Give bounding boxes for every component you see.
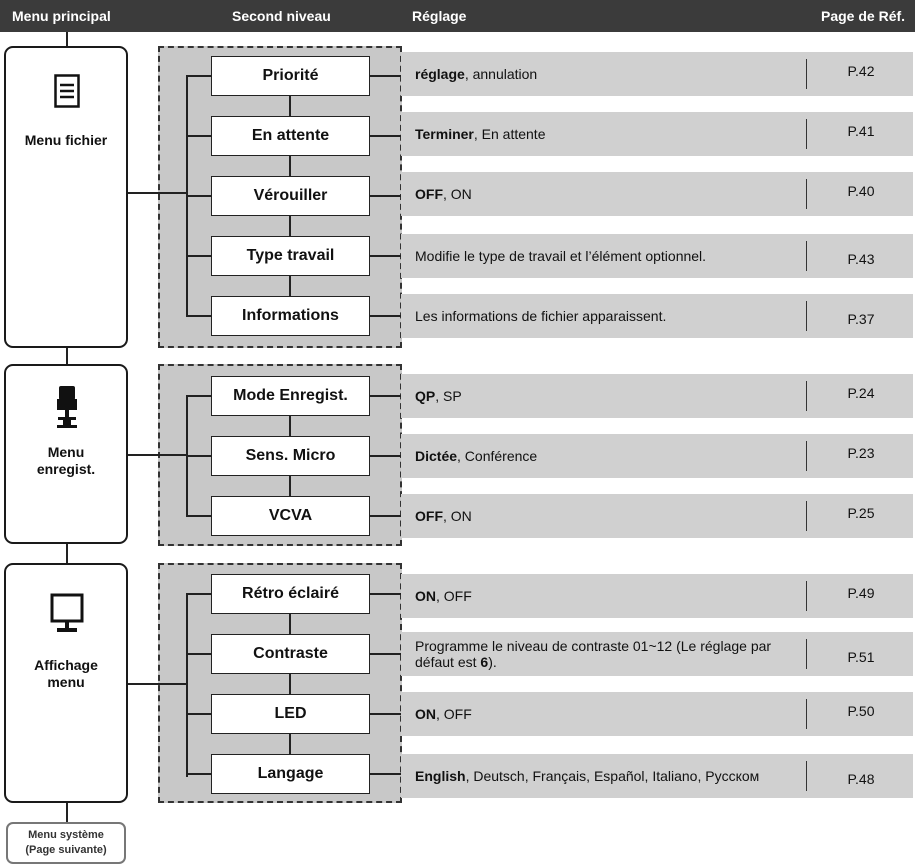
system-menu-box: [6, 822, 126, 864]
setting-text: [415, 754, 795, 798]
setting-row: [401, 494, 913, 538]
connector: [128, 192, 158, 194]
setting-row: [401, 172, 913, 216]
setting-row: [401, 52, 913, 96]
submenu-item: LED: [211, 694, 370, 734]
connector: [370, 395, 401, 397]
connector: [289, 156, 291, 176]
system-menu-sublabel: (Page suivante): [25, 844, 107, 856]
connector: [158, 683, 188, 685]
connector: [289, 674, 291, 694]
connector: [186, 593, 211, 595]
connector: [186, 515, 211, 517]
submenu-item: Contraste: [211, 634, 370, 674]
connector: [370, 75, 401, 77]
system-menu-label: Menu système: [28, 829, 104, 841]
connector: [186, 653, 211, 655]
column-separator: [806, 59, 807, 89]
setting-options: , ON: [443, 508, 472, 524]
connector: [186, 773, 211, 775]
setting-row: [401, 692, 913, 736]
connector: [370, 593, 401, 595]
connector: [186, 713, 211, 715]
main-menu-label: Affichage: [34, 657, 98, 673]
column-separator: [806, 179, 807, 209]
connector: [370, 773, 401, 775]
page-reference: P.48: [847, 771, 875, 787]
connector: [158, 192, 188, 194]
spine-connector: [66, 32, 68, 46]
column-separator: [806, 501, 807, 531]
submenu-item: Informations: [211, 296, 370, 336]
column-separator: [806, 441, 807, 471]
setting-default: Dictée: [415, 448, 458, 464]
connector: [370, 455, 401, 457]
connector: [370, 315, 401, 317]
page-reference: P.49: [847, 585, 875, 601]
connector: [186, 75, 211, 77]
setting-text: [415, 52, 795, 96]
header-main-menu: Menu principal: [12, 8, 111, 24]
setting-text: [415, 574, 795, 618]
connector: [158, 454, 188, 456]
page-reference: P.50: [847, 703, 875, 719]
setting-options: , ON: [443, 186, 472, 202]
setting-row: [401, 632, 913, 676]
bracket-line: [186, 594, 188, 777]
monitor-icon: [50, 593, 84, 635]
microphone-icon: [54, 384, 80, 432]
connector: [128, 683, 158, 685]
file-document-icon: [54, 74, 80, 108]
submenu-item: Langage: [211, 754, 370, 794]
page-reference: P.51: [847, 649, 875, 665]
table-header: [0, 0, 915, 32]
page-reference: P.25: [847, 505, 875, 521]
setting-options: Les informations de fichier apparaissent.: [415, 308, 667, 324]
spine-connector: [66, 544, 68, 563]
page-reference: P.41: [847, 123, 875, 139]
setting-text: [415, 632, 795, 676]
column-separator: [806, 639, 807, 669]
column-separator: [806, 301, 807, 331]
setting-options: Programme le niveau de contraste 01~12 (Le réglage par défaut est: [415, 638, 772, 670]
submenu-item: Vérouiller: [211, 176, 370, 216]
setting-default: QP: [415, 388, 436, 404]
setting-default: OFF: [415, 508, 443, 524]
connector: [186, 315, 211, 317]
connector: [370, 195, 401, 197]
connector: [370, 653, 401, 655]
main-menu-display: [4, 563, 128, 803]
spine-connector: [66, 346, 68, 364]
setting-text: [415, 234, 795, 278]
connector: [186, 455, 211, 457]
connector: [186, 255, 211, 257]
header-second-level: Second niveau: [232, 8, 331, 24]
setting-options: , Conférence: [457, 448, 538, 464]
header-setting: Réglage: [412, 8, 467, 24]
page-reference: P.40: [847, 183, 875, 199]
connector: [186, 195, 211, 197]
setting-text: [415, 692, 795, 736]
setting-options: , OFF: [436, 706, 472, 722]
connector: [289, 96, 291, 116]
main-menu-label: Menu: [47, 444, 85, 460]
setting-default: ON: [415, 588, 436, 604]
page-reference: P.42: [847, 63, 875, 79]
main-menu-label: menu: [47, 674, 85, 690]
setting-row: [401, 294, 913, 338]
connector: [186, 135, 211, 137]
setting-options: , SP: [435, 388, 462, 404]
setting-row: [401, 754, 913, 798]
setting-text: [415, 374, 795, 418]
column-separator: [806, 761, 807, 791]
main-menu-file: [4, 46, 128, 348]
column-separator: [806, 381, 807, 411]
submenu-item: Sens. Micro: [211, 436, 370, 476]
setting-row: [401, 574, 913, 618]
setting-default: réglage: [415, 66, 465, 82]
setting-row: [401, 434, 913, 478]
spine-connector: [66, 801, 68, 823]
connector: [289, 416, 291, 436]
setting-default: OFF: [415, 186, 443, 202]
connector: [289, 276, 291, 296]
connector: [370, 135, 401, 137]
setting-options: Modifie le type de travail et l’élément optionnel.: [415, 248, 707, 264]
column-separator: [806, 119, 807, 149]
column-separator: [806, 581, 807, 611]
page-reference: P.37: [847, 311, 875, 327]
column-separator: [806, 241, 807, 271]
page-reference: P.43: [847, 251, 875, 267]
setting-options: , annulation: [464, 66, 538, 82]
page-reference: P.24: [847, 385, 875, 401]
submenu-item: Rétro éclairé: [211, 574, 370, 614]
submenu-item: Type travail: [211, 236, 370, 276]
setting-options: ).: [488, 654, 497, 670]
column-separator: [806, 699, 807, 729]
setting-options: , Deutsch, Français, Español, Italiano, Pycском: [465, 768, 760, 784]
setting-text: [415, 112, 795, 156]
connector: [289, 216, 291, 236]
connector: [289, 476, 291, 496]
setting-row: [401, 374, 913, 418]
setting-default: English: [415, 768, 466, 784]
setting-text: [415, 294, 795, 338]
main-menu-label: enregist.: [36, 461, 96, 477]
setting-text: [415, 172, 795, 216]
setting-default: 6: [480, 654, 489, 670]
main-menu-label: Menu fichier: [24, 132, 108, 148]
setting-row: [401, 112, 913, 156]
submenu-item: Mode Enregist.: [211, 376, 370, 416]
header-page-ref: Page de Réf.: [821, 8, 906, 24]
submenu-item: VCVA: [211, 496, 370, 536]
setting-default: Terminer: [415, 126, 474, 142]
main-menu-record: [4, 364, 128, 544]
connector: [128, 454, 158, 456]
setting-row: [401, 234, 913, 278]
submenu-item: Priorité: [211, 56, 370, 96]
connector: [289, 734, 291, 754]
connector: [289, 614, 291, 634]
setting-options: , OFF: [436, 588, 472, 604]
setting-text: [415, 494, 795, 538]
page-reference: P.23: [847, 445, 875, 461]
connector: [186, 395, 211, 397]
connector: [370, 255, 401, 257]
connector: [370, 713, 401, 715]
connector: [370, 515, 401, 517]
setting-default: ON: [415, 706, 436, 722]
submenu-item: En attente: [211, 116, 370, 156]
setting-text: [415, 434, 795, 478]
setting-options: , En attente: [473, 126, 546, 142]
